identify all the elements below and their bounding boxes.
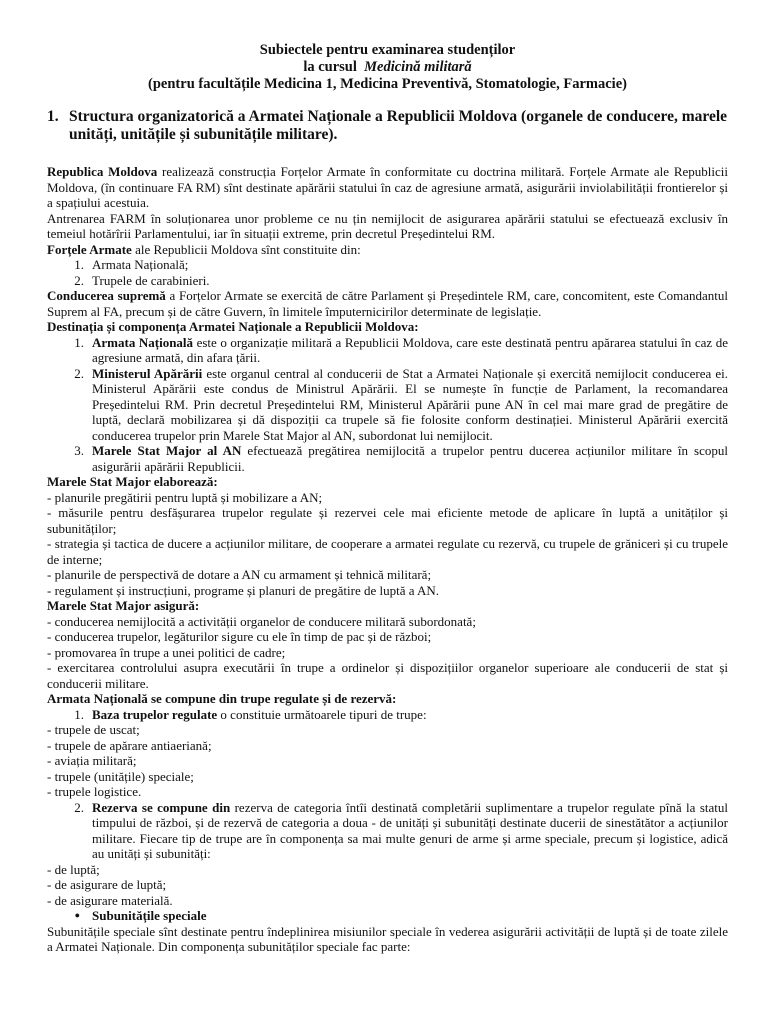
- elaborates-list: [47, 490, 728, 599]
- destination-heading: [47, 319, 728, 335]
- special-units-paragraph: Subunitățile speciale sînt destinate pentru îndeplinirea misiunilor speciale în vederea asigurării activității de luptă și de toate zilele a Armatei Naționale. Din componența subunităților speciale fac parte:: [47, 923, 728, 954]
- dash-item: - de asigurare de luptă;: [47, 877, 167, 892]
- intro-p1-text: realizează construcția Forțelor Armate în conformitate cu doctrina militară. Forțele Armate ale Republicii Moldova, (în continuare FA RM) sînt destinate apărării statului în caz de agresiune armată, asigurării inviolabilității frontierelor și a spațiului acestuia.: [47, 164, 728, 210]
- list-text: [92, 335, 728, 366]
- special-heading-text: Subunitățile speciale: [92, 908, 207, 923]
- dash-item: - aviația militară;: [47, 753, 137, 768]
- list-item: [47, 273, 728, 289]
- intro-paragraph-1: [47, 164, 728, 211]
- intro-p3-bold: Forțele Armate: [47, 241, 132, 257]
- forces-list: [47, 257, 728, 288]
- intro-paragraph-3: [47, 242, 728, 258]
- destination-heading-text: Destinația și componența Armatei Naționale a Republicii Moldova:: [47, 319, 419, 334]
- document-header: [47, 42, 728, 93]
- dash-item: - strategia și tactica de ducere a acțiunilor militare, de cooperare a armatei regulate cu rezervă, cu trupele de grăniceri și cu trupele de interne;: [47, 536, 728, 567]
- dash-item: - de luptă;: [47, 861, 100, 877]
- list-rest: o constituie următoarele tipuri de trupe:: [217, 706, 427, 722]
- reserve-item: [47, 800, 728, 862]
- question-text: Structura organizatorică a Armatei Naționale a Republicii Moldova (organele de conducere, marele unități, unitățile și subunitățile militare).: [69, 108, 728, 143]
- regular-types-list: [47, 722, 728, 800]
- document-body: [47, 164, 728, 955]
- elaborates-heading-text: Marele Stat Major elaborează:: [47, 474, 218, 489]
- header-course-prefix: la cursul: [303, 59, 357, 75]
- dash-item: - regulament și instrucțiuni, programe și planuri de pregătire de luptă a AN.: [47, 582, 440, 598]
- list-bold: Ministerul Apărării: [92, 365, 203, 381]
- list-bold: Marele Stat Major al AN: [92, 443, 242, 458]
- list-text: Trupele de carabinieri.: [92, 272, 210, 288]
- elaborates-heading: [47, 474, 728, 490]
- dash-item: - măsurile pentru desfășurarea trupelor regulate și rezervei cele mai eficiente metode de aplicare în luptă a unităților și subunităților;: [47, 505, 728, 536]
- intro-p1-bold: Republica Moldova: [47, 164, 158, 179]
- list-rest: rezerva de categoria întîi destinată completării suplimentare a trupelor regulate pînă la statul timpului de război, și de rezervă de categoria a doua - de unități și subunități destinate ducerii de sinestătător a acțiunilor militare. Fiecare tip de trupe are în componența sa mai multe genuri de arme și arme speciale, precum și logistice, adică au unități și subunități:: [92, 799, 728, 861]
- dash-item: - conducerea trupelor, legăturilor sigure cu ele în timp de pac și de război;: [47, 629, 432, 644]
- intro-p3-text: ale Republicii Moldova sînt constituite din:: [131, 241, 361, 257]
- supreme-text: a Forțelor Armate se exercită de către Parlament și Președintele RM, care, concomitent, este Comandantul Suprem al FA, precum și de către Guvern, în limitele împuternicirilor determinate de legislație.: [47, 288, 728, 319]
- question-heading: [47, 108, 728, 144]
- list-text: [92, 707, 728, 723]
- dash-item: - planurile de perspectivă de dotare a AN cu armament și tehnică militară;: [47, 567, 432, 582]
- list-rest: este organul central al conducerii de Stat a Armatei Naționale și exercită nemijlocit conducerea ei. Ministerul Apărării este condus de Ministrul Apărării. El se numește în funcție de Parlament, la recomandarea Președintelui RM. Prin decretul Președintelui RM, Ministerul Apărării pune AN în cel mai mare grad de pregătire de luptă, declară mobilizarea și dă dispoziții ca trupele să fie folosite conform destinației. Ministerul Apărării exercită conducerea trupelor prin Marele Stat Major al AN, subordonat lui nemijlocit.: [92, 365, 728, 443]
- composition-heading-text: Armata Națională se compune din trupe regulate și de rezervă:: [47, 691, 397, 706]
- list-item: [47, 257, 728, 273]
- list-number: 2.: [74, 272, 84, 288]
- list-number: 3.: [74, 443, 84, 458]
- list-text: [92, 366, 728, 444]
- dash-item: - trupele (unitățile) speciale;: [47, 768, 194, 784]
- list-number: 1.: [74, 257, 84, 272]
- list-item: [47, 366, 728, 444]
- reserve-types-list: [47, 862, 728, 909]
- destination-list: [47, 335, 728, 475]
- list-bold: Armata Națională: [92, 334, 194, 350]
- list-item: [47, 335, 728, 366]
- dash-item: - conducerea nemijlocită a activității organelor de conducere militară subordonată;: [47, 613, 476, 629]
- list-bold: Baza trupelor regulate: [92, 706, 218, 722]
- list-number: 2.: [74, 365, 84, 381]
- composition-heading: [47, 691, 728, 707]
- ensures-list: [47, 614, 728, 692]
- list-text: Armata Națională;: [92, 257, 189, 272]
- dash-item: - exercitarea controlului asupra executării în trupe a ordinelor și dispozițiilor organelor superioare ale conducerii de stat și conducerii militare.: [47, 660, 728, 691]
- list-rest: este o organizație militară a Republicii Moldova, care este destinată pentru apărarea statului în caz de agresiune armată, din afara țării.: [92, 334, 728, 365]
- list-text: [92, 443, 728, 474]
- header-line-2: [47, 59, 728, 76]
- list-bold: Rezerva se compune din: [92, 799, 231, 815]
- dash-item: - planurile pregătirii pentru luptă și mobilizare a AN;: [47, 489, 323, 505]
- list-text: [92, 800, 728, 862]
- ensures-heading: [47, 598, 728, 614]
- header-line-1: Subiectele pentru examinarea studenților: [259, 42, 516, 58]
- dash-item: - de asigurare materială.: [47, 892, 173, 908]
- ensures-heading-text: Marele Stat Major asigură:: [47, 598, 200, 613]
- regular-troops-item: [47, 707, 728, 723]
- dash-item: - trupele de uscat;: [47, 722, 140, 737]
- list-rest: efectuează pregătirea nemijlocită a trupelor pentru ducerea acțiunilor militare în scopul asigurării apărării Republicii.: [92, 443, 728, 474]
- list-number: 1.: [74, 334, 84, 350]
- intro-paragraph-2: Antrenarea FARM în soluționarea unor probleme ce nu țin nemijlocit de asigurarea apărării statului se efectuează exclusiv în temeiul hotărîrii Parlamentului, iar în situații extreme, prin decretul Președintelui RM.: [47, 210, 728, 241]
- dash-item: - promovarea în trupe a unei politici de cadre;: [47, 644, 286, 660]
- bullet-icon: ●: [74, 910, 80, 920]
- header-line-3: (pentru facultățile Medicina 1, Medicina Preventivă, Stomatologie, Farmacie): [148, 76, 627, 92]
- header-course-name: Medicină militară: [364, 59, 472, 75]
- list-item: [47, 443, 728, 474]
- dash-item: - trupele logistice.: [47, 784, 142, 799]
- list-number: 1.: [74, 706, 84, 722]
- supreme-command-paragraph: [47, 288, 728, 319]
- special-units-heading: [47, 908, 728, 924]
- question-number: 1.: [47, 108, 59, 125]
- list-number: 2.: [74, 799, 84, 815]
- dash-item: - trupele de apărare antiaeriană;: [47, 737, 212, 753]
- supreme-bold: Conducerea supremă: [47, 288, 166, 303]
